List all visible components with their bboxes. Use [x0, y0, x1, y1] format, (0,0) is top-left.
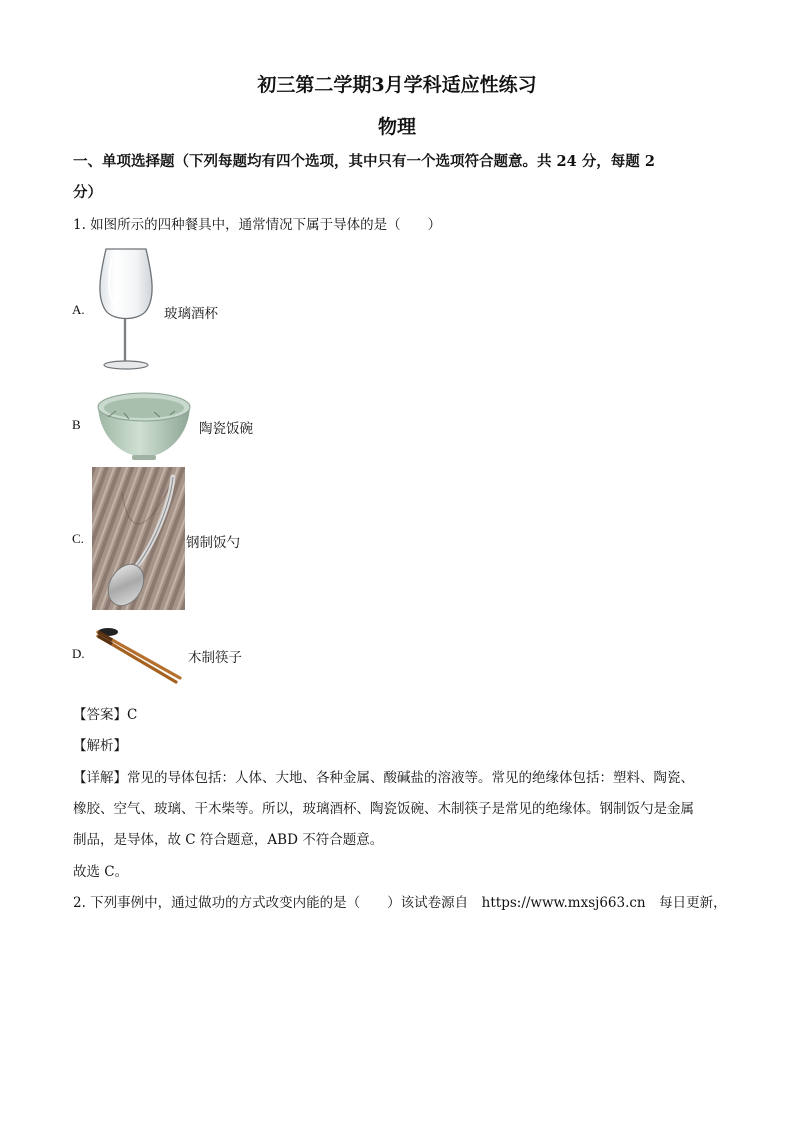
answer-line — [73, 703, 137, 723]
wooden-chopsticks-icon — [92, 620, 184, 684]
detail-line2: 橡胶、空气、玻璃、干木柴等。所以，玻璃酒杯、陶瓷饭碗、木制筷子是常见的绝缘体。钢制饭勺是金属 — [73, 801, 694, 817]
wooden-chopsticks-image — [92, 620, 184, 684]
question2-stem: 2. 下列事例中，通过做功的方式改变内能的是（ ）该试卷源自 https://www.mxsj663.cn 每日更新， — [73, 895, 727, 911]
option-d-letter: D. — [72, 646, 85, 661]
option-a-label: 玻璃酒杯 — [164, 306, 218, 322]
ceramic-bowl-image — [94, 387, 194, 463]
detail-line3: 制品，是导体，故 C 符合题意，ABD 不符合题意。 — [73, 832, 384, 848]
section-heading-line2: 分） — [73, 184, 102, 201]
option-c-label: 钢制饭勺 — [186, 535, 240, 551]
ceramic-bowl-icon — [94, 387, 194, 463]
question1-stem: 1. 如图所示的四种餐具中，通常情况下属于导体的是（ ） — [73, 217, 442, 233]
conclusion: 故选 C。 — [73, 864, 129, 880]
section-heading-line1: 一、单项选择题（下列每题均有四个选项，其中只有一个选项符合题意。共 24 分，每题 2 — [73, 153, 655, 170]
option-a-letter: A. — [72, 302, 85, 317]
wine-glass-icon — [92, 245, 160, 375]
option-d-label: 木制筷子 — [188, 650, 242, 666]
steel-spoon-image — [92, 467, 185, 610]
detail-tag: 【详解】 — [73, 770, 127, 786]
wine-glass-image — [92, 245, 160, 375]
option-b-label: 陶瓷饭碗 — [199, 421, 253, 437]
detail-text-1: 常见的导体包括：人体、大地、各种金属、酸碱盐的溶液等。常见的绝缘体包括：塑料、陶瓷、 — [127, 770, 694, 786]
steel-spoon-icon — [92, 467, 185, 610]
detail-line1 — [73, 766, 694, 786]
option-b-letter: B — [72, 417, 81, 432]
answer-tag: 【答案】 — [73, 707, 127, 723]
answer-value: C — [127, 707, 138, 723]
analysis-tag: 【解析】 — [73, 738, 127, 754]
page-title: 初三第二学期3月学科适应性练习 — [257, 74, 537, 96]
option-c-letter: C. — [72, 531, 84, 546]
subject-title: 物理 — [377, 116, 416, 138]
